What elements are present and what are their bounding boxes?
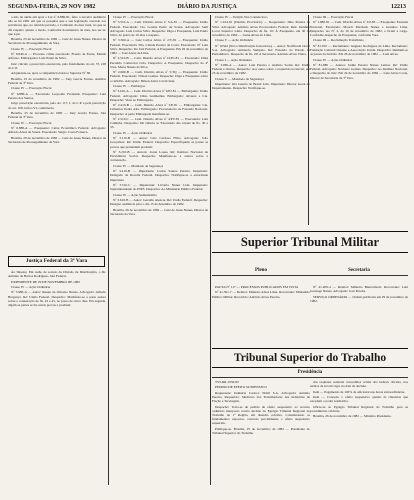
column-4-stm — [310, 285, 408, 319]
header-date: SEGUNDA-FEIRA, 29 NOV 1982 — [8, 4, 96, 10]
paragraph: Nº 1.880-81 — Cem. Distrito Alves nº 3/0-83 — Exequente: Fazenda Nacional. Executado: Moacir Machado Nunes e Granitos Lima. Despacho: Ao Nº 2, de 10 de novembro de 1982, e ficam a cargo. Conforme despacho da Exequente, conforme Vara. — [310, 20, 408, 37]
paragraph: Oficie-se ao Egrégio Tribunal Regional do Trabalho para as providências cabíveis. — [310, 404, 408, 413]
paragraph: Classe IV — Ação Ordinária — [313, 57, 353, 62]
paragraph: Classe IV — Ação Ordinária — [11, 284, 51, 289]
section-title-justica-federal: Justiça Federal da 3ª Vara — [8, 256, 105, 267]
paragraph: Classe I — Ação Ordinária — [215, 57, 252, 62]
paragraph: Às Tabelas: Em razão de sorteio da Divisão de Distribuição, o Dr. Antônio de Barros Rodrigues, Juiz Federal. — [8, 270, 106, 279]
paragraph: Classe IV — Ação Sumaríssima — [113, 192, 157, 197]
paragraph: Nº 6.880-A — Executado Leopoldo Fernando Exequente: Luiz Pereira dos Santos. — [8, 91, 106, 100]
paragraph: Nº 3.410-B — Impetrante: Carlos Santos Pereira. Impetrado: Delegado da Receita Federal. Despacho: Notifique-se a autoridade impetrada. — [110, 169, 208, 182]
column-3-stm — [212, 285, 310, 319]
paragraph: Nº 3.510-C — Impetrante: Livraria Nunes Ltda. Impetrado: Superintendente do INPS. Despacho: Ao Ministério Público Federal. — [110, 182, 208, 192]
paragraph: EXPEDIENTE DE 29 DE NOVEMBRO DE 1982 — [11, 279, 80, 284]
paragraph: Nº 3.560-A — Luiz Carlos Alves nº 2/V-81 — Exequente: União Federal. Executado: Dra. Cidade Pereira da Costa. Executado: Nº Luiz Silva. Despacho: Do Juiz Federal, A Exequente. Em 26 de novembro de 1982 — José Alves de Lima. — [110, 38, 208, 55]
column-4 — [310, 15, 408, 215]
paragraph: Nº 1.014-81 (Distrito Provisório) — Requerente: Júlio Pereira da Silva. Advogado: Antônio Alves Procuradoria Federal. Réu: Instituto Local Superior Lima. Despacho de fls. 10: À Exequente, em 30 de novembro de 1982 — Joana Alves de Lima. — [212, 20, 310, 37]
paragraph: Nº 3.510-A — Cem. Distrito Alves nº 5/A-81 — Exequente: União Federal. Executado: Cia. Goiana Pedro de Souza. Advogado: Sem Advogado. Luiz Carlos Silva. Despacho: Diga a Exequente, Luiz Paulo Silva, no prazo de 10 dias a respeito. — [110, 20, 208, 37]
paragraph: Requerente: Indústria Carioca Têxtil S.A. Advogado: Antônio Pereira. Requerido: Sindicato dos Trabalhadores nas Indústrias de Fiação e Tecelagem. — [212, 390, 310, 404]
section-title-tribunal-superior-trabalho: Tribunal Superior do Trabalho — [212, 348, 408, 368]
column-divider — [308, 15, 309, 225]
column-divider — [108, 15, 109, 485]
column-divider — [210, 15, 211, 485]
paragraph: Impetrante: Ora Gazeta do Brasil Ltda. Impetrado: Diretor Geral do Departamento. Despacho: Notifique-se. — [212, 82, 310, 91]
paragraph: Brasília, 26 de novembro de 1982 — Ministro Presidente. — [313, 414, 392, 419]
paragraph: PEDIDO DE EFEITO SUSPENSIVO — [215, 385, 267, 390]
paragraph: Classe IV — Execução Fiscal — [11, 46, 52, 51]
paragraph: Julgo prescrição executória, pelo art. 117, I, do C.P. e pela prescrição do art. 109, inciso VI, combinado. — [8, 101, 106, 110]
paragraph: Nº 10342 (Novo Distribuição honorários) — Autor: Notificada Oscar S.A. Advogado: Armando Sampaio. Ré: Fazenda do Estado de Pernambuco. Despacho de fls. 20: A Secretaria. Antônio Alves Vieira. — [212, 43, 310, 57]
paragraph: Nº 2.410-B — Cem. Distrito Alves nº 5/P-81 — Embargante: Cia. Cimentos Pedra Alta. Embargado: Procuradoria da Fazenda Nacional. Despacho: A parte Embargada manifeste-se. — [110, 103, 208, 116]
paragraph: PAUTA Nº 117 — PROCESSOS PUBLICADOS EM VISTA — [215, 285, 299, 289]
paragraph: Nº 6.840-A — Processo crime executado: Frazão da Fonte, Manda Alfonso, Embargados: Luiz Paula da Silva. — [8, 52, 106, 61]
paragraph: Classe IV — Embargos — [113, 83, 145, 88]
paragraph: Brasília, 26 de novembro de 1982 — Luiz de Jesus Nunes, Diretor da Secretaria da Vara. — [110, 207, 208, 216]
paragraph: Juiz: cálculo a prescrição executória, pelo fundamento do art. 37, 218 do C.P. — [8, 61, 106, 70]
paragraph: Brasília, 25 de novembro de 1982 — Jany Garcia Fontes, Auxiliar Federal da 3ª Vara. — [8, 76, 106, 85]
paragraph: Nº 3.980-A — Autor: Renan de Oliveira Nunes. Advogado: Alfredo Bragança. Ré: União Federal. Despacho: Manifeste-se a parte autora sobre a contestação de fls. 22 e 45, no prazo de cinco dias. Em seguida, digam as partes se há outras provas a produzir. — [8, 290, 106, 307]
paragraph: Classe V — Ação Ordinária — [215, 38, 253, 43]
paragraph: Nº 6.888-A — Exequente: Caixa Econômica Federal. Advogado: Alfredo Alves de Souza. Executado: Sérgio Costa Fonseca. — [8, 125, 106, 135]
paragraph: Nº 2.510-B — Cem. Distrito Alves nº 10/PJ-81 — Executado: Idiná Pecuária Comercial Ltda. Despacho: A Exequente, Despacho da 4ª Vara. Maria Nunes da Silva. — [110, 56, 208, 69]
paragraph: Publique-se. Brasília, 25 de novembro de 1982 — Presidente do Tribunal Superior do Trabalho. — [212, 426, 310, 435]
paragraph: Nº 2.510-C — Cem. Distrito Alves nº 4/PV-81 — Executado: Luiz Caminha. Despacho: Dê ciência ao Executado das cópias de fls. 30 a 35. — [110, 116, 208, 130]
paragraph: Nº 2.660-B — Cem. Distrito Alves nº 5/TQ — Exequente: União Federal. Executado: Nilson Gomes. Despacho: Diga a Exequente sobre a certidão. Advogado: Dilson Alves Cavalcante. — [110, 70, 208, 83]
paragraph: Classe IV — Mandado de Segurança — [113, 163, 164, 168]
paragraph: Classe IV — Execução Fiscal — [11, 120, 52, 125]
paragraph: TST-RR-1930-82 — [215, 380, 239, 384]
column-3-tst — [212, 380, 310, 485]
paragraph: Classe IV — Execução Fiscal — [113, 15, 154, 19]
paragraph: Classe III — Reclamação Trabalhista — [313, 38, 364, 43]
paragraph: Classe V — Mandado de Segurança — [215, 76, 264, 81]
section-title-superior-tribunal-militar: Superior Tribunal Militar — [212, 231, 408, 253]
paragraph: Nº 3.960-A — Autor: Luiz Pereira e Antônio Sodré. Ré: União Federal e Outros. Despacho: Aos autos sobre o requerido na inicial, em 25 de novembro de 1982. — [212, 62, 310, 76]
column-4-tst — [310, 380, 408, 485]
paragraph: Classe III — Execução Fiscal — [313, 15, 354, 19]
column-2 — [110, 15, 208, 492]
paragraph: Classe IV — Petição Nos Contencioso — [215, 15, 268, 19]
subheading-secretaria: Secretaria — [310, 266, 408, 276]
paragraph: Nº 41.209-4 — Relator: Ministro Bierrenbach. Recorrente: Luiz Gonzaga Nunes. Advogado: José Pereira. — [310, 285, 408, 294]
paragraph: Nº 3.110-B — Autor: Luiz Cardoso Filho. Advogado: João Gonçalves. Ré: União Federal. Despacho: Especifiquem as partes as provas que pretendem produzir. — [110, 136, 208, 149]
subheading-presidencia: Presidência — [212, 368, 408, 378]
paragraph: Brasília, 29 de novembro de 1982 — Luiz de Jesus Nunes, Diretor da Secretaria de Prosseguimento da Vara. — [8, 135, 106, 144]
paragraph: Adquirente-se, após a competência baixa e Superior Nº 60. — [11, 71, 91, 76]
column-1-lower — [8, 270, 106, 485]
header-page-number: 12213 — [391, 4, 406, 10]
paragraph: Nº 41.301-7 — Relator: Ministro Alves Lima. Recorrente: Ministério Público Militar. Recorrido: Antônio Alves Pereira. — [212, 290, 310, 299]
paragraph: Nº 81.910 — Reclamante: Augusto Rodrigues de Lima. Reclamado: Fundação Cultural Oriente e Associação Unida. Despacho: Intimem-se as partes da decisão. Em 26 de novembro de 1982 — Luiz Alves. — [310, 43, 408, 57]
column-3 — [212, 15, 310, 215]
paragraph: Classe IV — Execução Fiscal — [11, 86, 52, 91]
paragraph: dos reajustes salariais concedidos acima dos índices oficiais, nos termos da lei em vigor na data da decisão. — [310, 380, 408, 389]
paragraph: SERVIÇO ORDINÁRIO — Ordem publicada em 29 de novembro de 1982. — [310, 294, 408, 303]
page-header — [8, 3, 406, 13]
paragraph: Despacho: Trata-se de pedido de efeito suspensivo ao recurso ordinário interposto contra decisão do Egrégio Tribunal Regional do Trabalho da 1ª Região, em dissídio coletivo. Considerando os fundamentos expostos, concedo parcialmente o efeito suspensivo requerido. — [212, 404, 310, 426]
paragraph: Classe IV — Ação Ordinária — [113, 130, 153, 135]
paragraph: Item — Concedo o efeito suspensivo quanto às cláusulas que excedem o poder normativo. — [310, 394, 408, 404]
paragraph: Nº 81.980 — Autora: Judite Pereira Nunes Lemos. Ré: União Federal. Advogado: Norberto Gomes. Despacho: Ao Instituto Nacional, e Despacho do Juiz. Em 24 de novembro de 1982 — Luiz Alves Costa, Diretor de Secretaria da 3ª Vara. — [310, 62, 408, 80]
paragraph: Nº 3.210-B — Autora: Joana Lopes. Ré: Instituto Nacional de Previdência Social. Despacho: Manifeste-se a autora sobre a contestação. — [110, 149, 208, 163]
paragraph: Brasília, 25 de novembro de 1982 — Jany Garcia Fontes, Juiz Federal da 3ª Vara. — [8, 110, 106, 120]
paragraph: Nº 3.610-B — Autor: Geraldo Alencar. Ré: União Federal. Despacho: Designo audiência para o dia 15 de dezembro de 1982. — [110, 197, 208, 207]
paragraph: Brasília, 25 de novembro de 1982 — Luiz de Jesus Nunes, Diretor da Secretaria de Prosseguimento da Vara. — [8, 37, 106, 46]
subheading-pleno: Pleno — [212, 266, 310, 276]
header-title: DIÁRIO DA JUSTIÇA — [177, 4, 237, 10]
paragraph: Item — Pagamento de 100% de adicional nas horas extraordinárias. — [313, 389, 406, 394]
paragraph: Nº 3.010-A — Cem. Distrito Alves nº 9/PJ-81 — Embargante: União Federal. Advogado: Ditas Guimarães. Embargado: Alvarez e Cia. Despacho: Vista ao Embargado. — [110, 89, 208, 102]
paragraph: a não da ainda em após a Lei nº 6.886-81, feito a terceira audiência não se há 1981 em que se pesquisa que a sua legislação concede aos servidores que, no referido período, a Comissão da área rural, no que se diz respeito quanto a modo. Conforme documentos da área, nos ser do que aqui. — [8, 15, 106, 36]
